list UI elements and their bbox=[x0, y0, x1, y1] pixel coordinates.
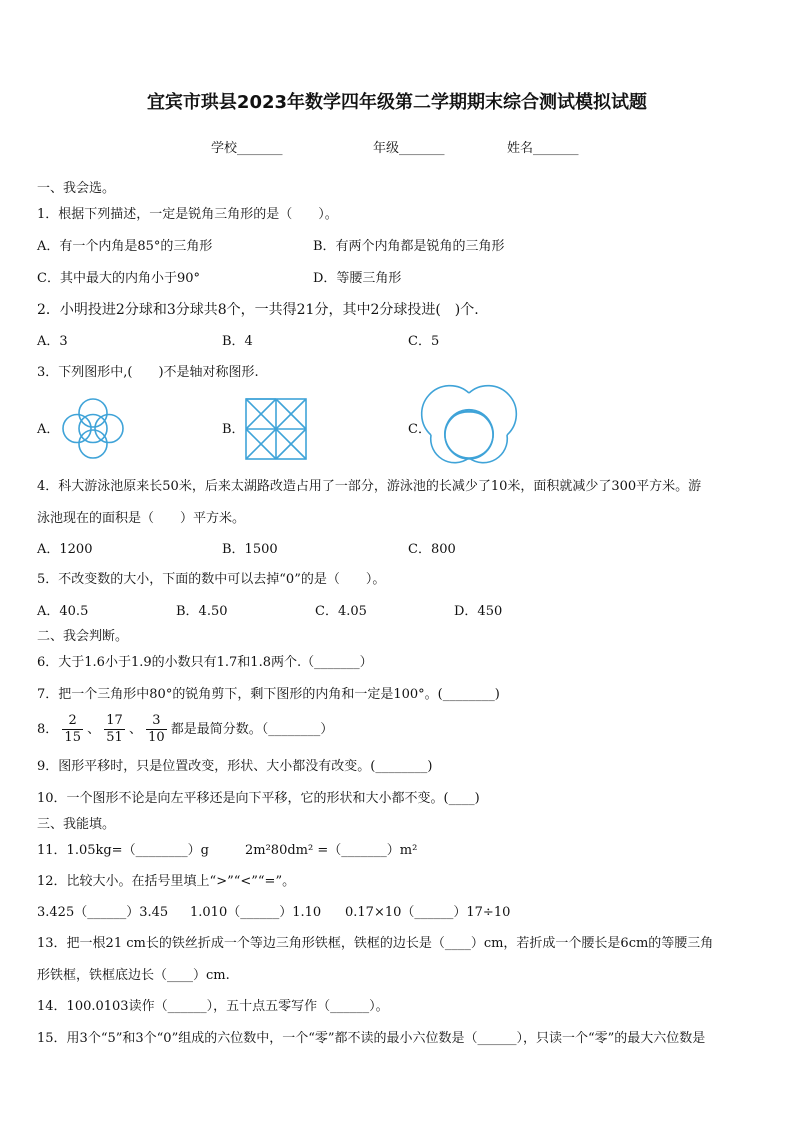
question-12-stem: 12．比较大小。在括号里填上“>”“<”“=”。 bbox=[37, 874, 296, 889]
question-5-option-b: B．4.50 bbox=[176, 604, 228, 619]
separator: 、 bbox=[87, 722, 101, 737]
section-3-heading: 三、我能填。 bbox=[37, 817, 116, 832]
question-7: 7．把一个三角形中80°的锐角剪下，剩下图形的内角和一定是100°。(________) bbox=[37, 687, 500, 702]
pinwheel-figure bbox=[245, 398, 307, 460]
question-12-item-1: 3.425（______）3.45 bbox=[37, 905, 169, 920]
question-12-item-2: 1.010（______）1.10 bbox=[190, 905, 322, 920]
fraction-2-15 bbox=[62, 713, 83, 746]
question-5-option-d: D．450 bbox=[454, 604, 503, 619]
question-4-option-b: B．1500 bbox=[222, 542, 278, 557]
question-2-stem: 2．小明投进2分球和3分球共8个，一共得21分，其中2分球投进( )个. bbox=[37, 302, 479, 318]
question-3-option-b: B． bbox=[222, 422, 245, 437]
question-10: 10．一个图形不论是向左平移还是向下平移，它的形状和大小都不变。(____) bbox=[37, 791, 480, 806]
question-8-tail: 都是最简分数。（________） bbox=[170, 722, 334, 737]
question-1-option-d: D．等腰三角形 bbox=[313, 271, 402, 286]
grade-field: 年级_______ bbox=[373, 141, 445, 156]
question-2-option-a: A．3 bbox=[37, 334, 68, 349]
question-3-stem: 3．下列图形中,( )不是轴对称图形. bbox=[37, 365, 259, 380]
fraction-denominator: 15 bbox=[64, 730, 81, 745]
question-9: 9．图形平移时，只是位置改变，形状、大小都没有改变。(________) bbox=[37, 759, 433, 774]
question-2-option-b: B．4 bbox=[222, 334, 253, 349]
question-1-stem: 1．根据下列描述，一定是锐角三角形的是（ ）。 bbox=[37, 207, 338, 222]
flower-figure bbox=[58, 397, 128, 463]
question-2-option-c: C．5 bbox=[408, 334, 440, 349]
question-5-option-a: A．40.5 bbox=[37, 604, 89, 619]
question-13-line-2: 形铁框，铁框底边长（____）cm. bbox=[37, 968, 230, 983]
question-15: 15．用3个“5”和3个“0”组成的六位数中，一个“零”都不读的最小六位数是（______），只读一个“零”的最大六位数是 bbox=[37, 1031, 706, 1046]
question-6: 6．大于1.6小于1.9的小数只有1.7和1.8两个.（_______） bbox=[37, 655, 373, 670]
question-13-line-1: 13．把一根21 cm长的铁丝折成一个等边三角形铁框，铁框的边长是（____）cm，若折成一个腰长是6cm的等腰三角 bbox=[37, 936, 714, 951]
question-1-option-b: B．有两个内角都是锐角的三角形 bbox=[313, 239, 505, 254]
question-4-stem-line-1: 4．科大游泳池原来长50米，后来太湖路改造占用了一部分，游泳池的长减少了10米，面积就减少了300平方米。游 bbox=[37, 479, 702, 494]
fraction-numerator: 3 bbox=[146, 713, 167, 730]
question-1-option-a: A．有一个内角是85°的三角形 bbox=[37, 239, 213, 254]
question-5-option-c: C．4.05 bbox=[315, 604, 367, 619]
question-4-option-c: C．800 bbox=[408, 542, 456, 557]
section-1-heading: 一、我会选。 bbox=[37, 181, 116, 196]
question-12-item-3: 0.17×10（______）17÷10 bbox=[345, 905, 511, 920]
question-11-part-1: 11．1.05kg=（________）g bbox=[37, 843, 209, 858]
fraction-denominator: 10 bbox=[148, 730, 165, 745]
fraction-17-51 bbox=[104, 713, 125, 746]
fraction-denominator: 51 bbox=[106, 730, 123, 745]
question-8-label: 8． bbox=[37, 722, 59, 737]
fraction-numerator: 17 bbox=[106, 713, 123, 728]
question-1-option-c: C．其中最大的内角小于90° bbox=[37, 271, 200, 286]
question-3-option-c: C． bbox=[408, 422, 431, 437]
name-field: 姓名_______ bbox=[507, 141, 579, 156]
question-5-stem: 5．不改变数的大小，下面的数中可以去掉“0”的是（ ）。 bbox=[37, 572, 386, 587]
overlapping-circles-figure bbox=[428, 392, 510, 466]
page-title: 宜宾市珙县2023年数学四年级第二学期期末综合测试模拟试题 bbox=[146, 92, 648, 113]
fraction-numerator: 2 bbox=[62, 713, 83, 730]
question-3-option-a: A． bbox=[37, 422, 60, 437]
question-4-option-a: A．1200 bbox=[37, 542, 93, 557]
question-8 bbox=[37, 711, 333, 749]
school-field: 学校_______ bbox=[211, 141, 283, 156]
separator: 、 bbox=[128, 722, 142, 737]
question-11-part-2: 2m²80dm² =（_______）m² bbox=[245, 843, 418, 858]
section-2-heading: 二、我会判断。 bbox=[37, 629, 129, 644]
fraction-3-10 bbox=[146, 713, 167, 746]
question-4-stem-line-2: 泳池现在的面积是（ ）平方米。 bbox=[37, 511, 246, 526]
question-14: 14．100.0103读作（______），五十点五零写作（______）。 bbox=[37, 999, 389, 1014]
